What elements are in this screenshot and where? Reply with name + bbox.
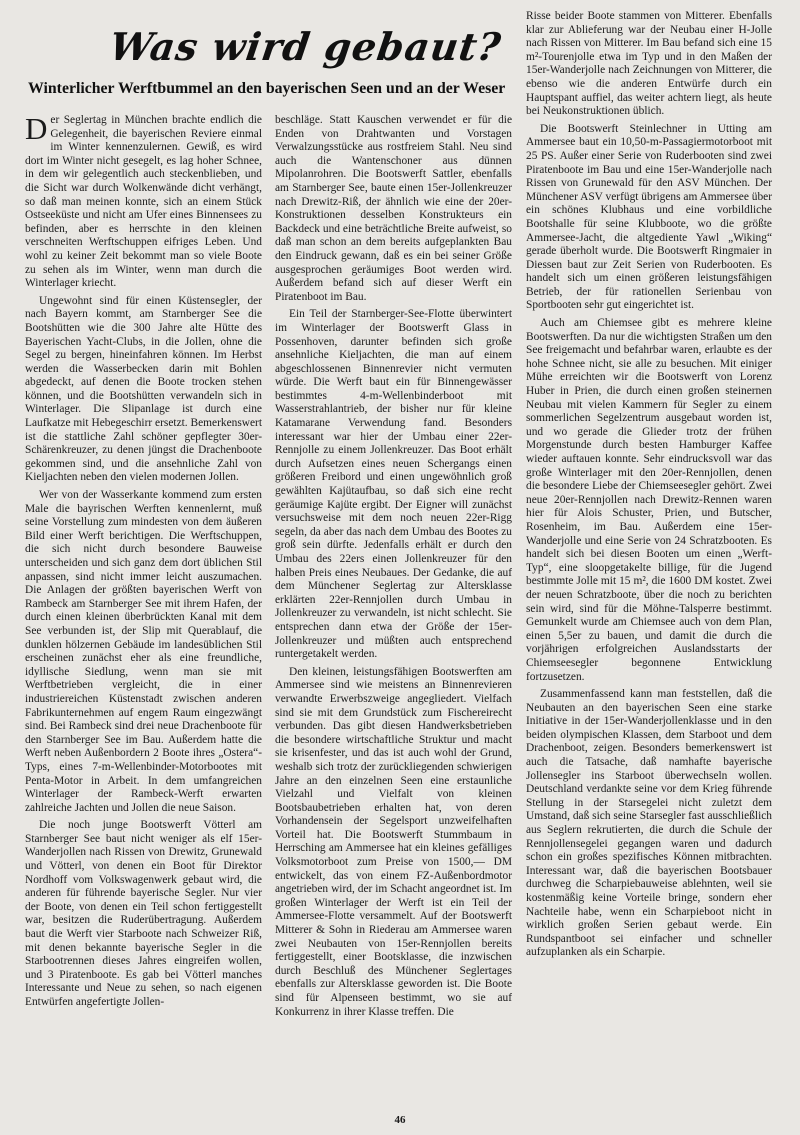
paragraph-text: er Seglertag in München brachte endlich die Gelegenheit, die bayerischen Reviere einmal im Winter kennenzulernen. Gewiß, es wird dort im Winter nicht gesegelt, es lag hoher Schnee, in dem wir gelegentlich auch steckenblieben, und die Sicht war durch Wolkenwände dicht verhängt, so daß man meinen konnte, sich an einem Stück Ostseeküste und nicht am Ufer eines Binnensees zu befinden, aber es herrschte in den kleinen verschneiten Werftschuppen eifriges Leben. Und wohl zu keiner Zeit bekommt man so viele Boote zu sehen als im Winter, wenn man durch die Winterlager kriecht.: [25, 114, 262, 290]
article-title: Was wird gebaut?: [106, 24, 505, 69]
article-subtitle: Winterlicher Werftbummel an den bayerischen Seen und an der Weser: [28, 80, 506, 97]
paragraph: Den kleinen, leistungsfähigen Bootswerften am Ammersee sind wie meistens an Binnenrevieren verwandte Erwerbszweige angegliedert. Vielfach sind sie mit dem Grundstück zum Fischereirecht verbunden. Das gibt diesen Handwerksbetrieben die besondere wirtschaftliche Struktur und macht sie krisenfester, und das ist auch wohl der Grund, weshalb sich trotz der zurückliegenden schwierigen Jahre an den einzelnen Seen eine erstaunliche Vielzahl und Vielfalt von kleinen Bootsbaubetrieben erhalten hat, von deren Vorhandensein der Segelsport unzweifelhaften Vorteil hat. Die Bootswerft Stummbaum in Herrsching am Ammersee hat ein kleines gefälliges Volksmotorboot zum Preise von 1500,— DM entwickelt, das von einem FZ-Außenbordmotor angetrieben wird, der im Schacht angeordnet ist. Im großen Winterlager der Werft ist ein Teil der Ammersee-Flotte versammelt. Auf der Bootswerft Mitterer & Sohn in Riederau am Ammersee waren zwei Neubauten von 15er-Rennjollen bereits fertiggestellt, einer Bootsklasse, die inzwischen durch Beschluß des Münchener Seglertages ebenfalls zur Altersklasse geworden ist. Die Boote sind für Alpenseen bestimmt, wo sie auf Konkurrenz in ihrer Klasse treffen. Die: [275, 665, 512, 1018]
paragraph: Ein Teil der Starnberger-See-Flotte überwintert im Winterlager der Bootswerft Glass in Possenhoven, darunter befinden sich große ansehnliche Kieljachten, die man auf einem abgeschlossenen Binnenrevier nicht vermuten würde. Die Werft baut ein für Binnengewässer bestimmtes 4-m-Wellenbinderboot mit Wasserstrahlantrieb, der bisher nur für kleine Katamarane Verwendung fand. Besonders interessant war hier der Umbau einer 22er-Rennjolle zu einem Jollenkreuzer. Das Boot erhält durch Aufsetzen eines neuen Schergangs einen größeren Freibord und einen ungewöhnlich groß gewählten Kajütaufbau, so daß sich eine recht geräumige Kajüte ergibt. Der Eigner will zunächst versuchsweise mit dem noch neuen 22er-Rigg segeln, da aber das nach dem Umbau des Bootes zu groß sein dürfte. Jedenfalls erhält er durch den Umbau des 22ers einen Jollenkreuzer für den halben Preis eines Neubaues. Der Gedanke, die auf dem Münchener Seglertag zur Altersklasse erklärten 22er-Rennjollen durch Umbau in Jollenkreuzer zu verwandeln, ist nicht schlecht. Sie entsprechen dann etwa der Größe der 15er-Jollenkreuzer und müßten auch entsprechend runtergetakelt werden.: [275, 308, 512, 661]
paragraph: beschläge. Statt Kauschen verwendet er für die Enden von Drahtwanten und Vorstagen Verwalzungsstücke aus rostfreiem Stahl. Neu sind auch die Wantenschoner aus dünnen Mipolanrohren. Die Bootswerft Sattler, ebenfalls am Starnberger See, baute einen 15er-Jollenkreuzer nach Drewitz-Riß, der ähnlich wie eine der 20er-Konstruktionen desselben Konstrukteurs ein Backdeck und eine beträchtliche Breite aufweist, so daß man schon an dem bereits aufgeplankten Bau den Eindruck gewann, daß es ein bei seiner Größe ausgesprochen geräumiges Boot werden wird. Außerdem befand sich auf dieser Werft ein Piratenboot im Bau.: [275, 114, 512, 303]
text-column-1: [25, 114, 262, 1106]
paragraph: Risse beider Boote stammen von Mitterer. Ebenfalls klar zur Ablieferung war der Neubau einer H-Jolle nach Rissen von Mitterer. Im Bau befand sich eine 15 m²-Tourenjolle etwa im Typ und in den Maßen der 15er-Wanderjolle nach Zeichnungen von Mitterer, die ebenso wie die anderen Entwürfe durch ein Hauptspant auffiel, das weiter achtern liegt, als heute bei Neukonstruktionen üblich.: [526, 10, 772, 118]
text-column-2: [275, 114, 512, 1106]
text-column-3: [526, 10, 772, 1106]
paragraph: Zusammenfassend kann man feststellen, daß die Neubauten an den bayerischen Seen eine starke Initiative in der 15er-Wanderjollenklasse und in den beiden olympischen Klassen, dem Starboot und dem Drachenboot, zeigen. Besonders bemerkenswert ist auch die Tatsache, daß namhafte bayerische Jollensegler ins Starboot überwechseln wollen. Deutschland verdankte seine vor dem Krieg führende Stellung in der Starsegelei nicht zuletzt dem Umstand, daß sich seine Starsegler fast ausschließlich aus Seglern rekrutierten, die durch die Schule der Rennjollensegelei gegangen waren und dadurch schon ein großes spezifisches Können mitbrachten. Interessant war, daß die bayerischen Bootsbauer durchweg die Scharpiebauweise ablehnten, weil sie kostenmäßig keine Vorteile bringe, sondern eher Nachteile habe, wenn ein Scharpieboot nicht in wirklich großen Serien gebaut werde. Ein Rundspantboot sei einfacher und schneller aufzuplanken als ein Scharpie.: [526, 688, 772, 959]
paragraph: Auch am Chiemsee gibt es mehrere kleine Bootswerften. Da nur die wichtigsten Straßen um den See freigemacht und befahrbar waren, erlaubte es der hohe Schnee nicht, sie alle zu besuchen. Mit einiger Mühe erreichten wir die Bootswerft von Lorenz Huber in Prien, die durch einen großen steinernen Neubau mit vielen Kammern für Segler zu einem sommerlichen Segelzentrum ausgebaut worden ist, und wo gerade die Glieder trotz der frühen Morgenstunde durch besten Hamburger Kaffee wieder auftauen konnte. Sehr eindrucksvoll war das große Winterlager mit den 20er-Rennjollen, denen die besondere Liebe der Chiemseesegler gehört. Zwei neue 20er-Rennjollen nach Drewitz-Rennen waren hier für Alois Schuster, Prien, und Butscher, Rosenheim, im Bau. Außerdem eine 15er-Wanderjolle und eine Serie von 24 Schratzbooten. Es handelt sich bei diesen Booten um einen „Werft-Typ“, eine sloopgetakelte billige, für die Jugend bestimmte Jolle mit 15 m², die 1600 DM kostet. Zwei der neuen Schratzboote, über die noch zu berichten sein wird, sind für die Möhne-Talsperre bestimmt. Gemunkelt wurde am Chiemsee auch von dem Plan, einen 5,5er zu bauen, und damit die durch die vorjährigen erfolgreichen Auslandsstarts der Chiemseesegler begonnene Entwicklung fortzusetzen.: [526, 317, 772, 683]
paragraph: Die Bootswerft Steinlechner in Utting am Ammersee baut ein 10,50-m-Passagiermotorboot mit 25 PS. Außer einer Serie von Ruderbooten sind zwei Piratenboote im Bau und eine 15er-Wanderjolle nach Rissen von Grunewald für den ASV München. Der Münchener ASV verfügt übrigens am Ammersee über ein schönes Klubhaus und eine vorbildliche Bootshalle für seine Klubboote, wo die größte Ammersee-Jacht, die altgediente Yawl „Wiking“ gerade überholt wurde. Die Bootswerft Ringmaier in Diessen baut zur Zeit Serien von Ruderbooten. Es handelt sich um einen größeren leistungsfähigen Betrieb, der für rationellen Serienbau von Sportbooten sehr gut eingerichtet ist.: [526, 122, 772, 312]
paragraph: Wer von der Wasserkante kommend zum ersten Male die bayrischen Werften kennenlernt, muß seine Vorstellung zum mindesten von dem äußeren Bild einer Werft berichtigen. Die Werftschuppen, die sich nicht durch besondere Bauweise unterscheiden und sich ganz dem dort üblichen Stil anpassen, sind nicht immer leicht auszumachen. Die Anlagen der größten bayerischen Werft von Rambeck am Starnberger See mit ihrem Hafen, der durch einen kleinen überbrückten Kanal mit dem See verbunden ist, der Slip mit Querablauf, die dunklen hölzernen Gebäude im landesüblichen Stil erscheinen zunächst eher als eine freundliche, idyllische Siedlung, wenn man sie mit Werftbetrieben vergleicht, die in einer industriereichen Küstenstadt zwischen anderen Fabrikunternehmen auf engem Raum eingezwängt sind. Bei Rambeck sind drei neue Drachenboote für den Starnberger See im Bau. Außerdem hatte die Werft neben Außenbordern 2 Boote ihres „Ostera“-Typs, eines 7-m-Wellenbinder-Motorbootes mit Penta-Motor in Arbeit. In dem umfangreichen Winterlager der Rambeck-Werft erwarten zahlreiche Jachten und Jollen die neue Saison.: [25, 489, 262, 814]
paragraph: Ungewohnt sind für einen Küstensegler, der nach Bayern kommt, am Starnberger See die Bootshütten wie die 300 Jahre alte Hütte des Bayerischen Yacht-Clubs, in die Jollen, ohne die Segel zu bergen, hineinfahren können. Im Herbst werden die Wasserbecken darin mit Bohlen abgedeckt, auf denen die Boote trocken stehen können, und die Bootshütten verwandeln sich in Winterlager. Die Slipanlage ist durch eine Laufkatze mit Hebegeschirr ersetzt. Bemerkenswert ist die stattliche Zahl schöner gepflegter 30er-Schärenkreuzer, zu denen jüngst die Drachenboote gekommen sind, und die ansehnliche Zahl von Kieljachten neben den vielen modernen Jollen.: [25, 294, 262, 484]
page-number: 46: [394, 1114, 406, 1126]
paragraph: Die noch junge Bootswerft Vötterl am Starnberger See baut nicht weniger als elf 15er-Wanderjollen nach Rissen von Drewitz, Grunewald und Vötterl, von denen ein Boot für Direktor Nordhoff vom Volkswagenwerk gebaut wird, die anderen für führende bayerische Segler. Nur vier der Boote, von denen ein Teil schon fertiggestellt war, besitzen die Ruderübertragung. Außerdem baut die Werft vier Starboote nach Schweizer Riß, mit denen bekannte bayerische Segler in die Starbootrennen dieses Jahres eingreifen wollen, und 3 Piratenboote. Es gab bei Vötterl manches Interessante und Neue zu sehen, so nach eigenen Entwürfen angefertigte Jollen-: [25, 819, 262, 1008]
paragraph: [25, 114, 262, 291]
drop-cap: D: [25, 114, 48, 146]
